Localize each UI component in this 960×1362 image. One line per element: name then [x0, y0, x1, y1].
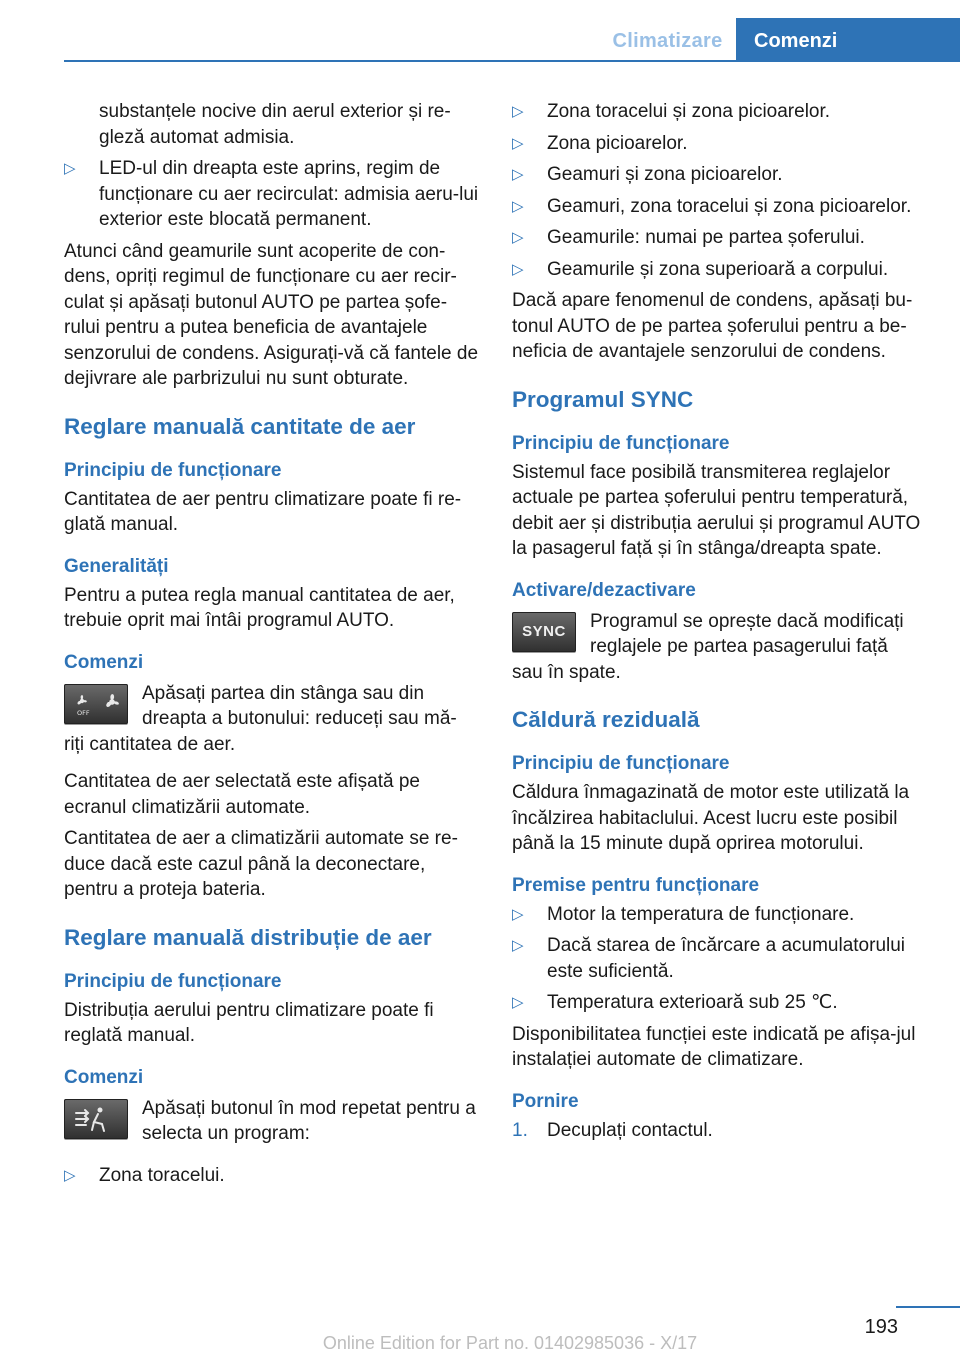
section-title-residual-heat: Căldură reziduală: [512, 707, 700, 732]
airflow-control-text: Apăsați butonul în mod repetat pentru a selecta un program:: [142, 1097, 476, 1144]
subheading-prerequisites: Premise pentru funcționare: [512, 874, 760, 896]
footer-edition: Online Edition for Part no. 01402985036 - X/17: [322, 1333, 698, 1353]
subheading-principle-distribution: Principiu de funcționare: [64, 970, 282, 992]
distribution-bullet-6: ▷ Geamurile: numai pe partea șoferului.: [512, 225, 930, 251]
heat-principle-text: Căldura înmagazinată de motor este utilizată la încălzirea habitaclului. Acest lucru este posibil până la 15 minute după oprirea motorului.: [512, 782, 910, 854]
air-distribution-principle-text: Distribuția aerului pentru climatizare poate fi reglată manual.: [64, 999, 434, 1046]
condens-paragraph: Dacă apare fenomenul de condens, apăsați bu-tonul AUTO de pe partea șoferului pentru a be-neficia de avantajele senzorului de condens.: [512, 290, 913, 362]
left-column: [64, 99, 480, 1194]
fan-control-text: Apăsați partea din stânga sau din dreapta a butonului: reduceți sau mă-: [142, 682, 457, 729]
subheading-principle-sync: Principiu de funcționare: [512, 432, 730, 454]
right-column: [512, 99, 930, 1149]
start-step-1: [512, 1118, 930, 1144]
section-title-air-quantity: Reglare manuală cantitate de aer: [64, 413, 416, 439]
intro-paragraph: Atunci când geamurile sunt acoperite de con-dens, opriți regimul de funcționare cu aer recir-culat și apăsați butonul AUTO pe partea șofe-rului pentru a putea beneficia de avantajele senzorului de condens. Asigurați-vă că fantele de dejivrare ale parbrizului nu sunt obturate.: [64, 240, 479, 389]
distribution-bullet-2: ▷ Zona toracelui și zona picioarelor.: [512, 99, 930, 125]
footer-rule: [896, 1306, 960, 1308]
header-tab-label: Comenzi: [736, 18, 960, 62]
air-quantity-principle-text: Cantitatea de aer pentru climatizare poate fi re-glată manual.: [64, 488, 462, 535]
distribution-bullet-4: ▷ Geamuri și zona picioarelor.: [512, 162, 930, 188]
availability-text: Disponibilitatea funcției este indicată pe afișa-jul instalației automate de climatizare.: [512, 1023, 916, 1070]
prereq-bullet-2: ▷ Dacă starea de încărcare a acumulatorului este suficientă.: [512, 933, 930, 984]
header-section-title: Climatizare: [612, 30, 723, 52]
fan-control-row: [64, 681, 480, 732]
svg-text:OFF: OFF: [77, 708, 90, 717]
sync-control-text: Programul se oprește dacă modificați reglajele pe partea pasagerului față: [590, 610, 904, 657]
prereq-bullet-3: ▷ Temperatura exterioară sub 25 ℃.: [512, 990, 930, 1016]
air-quantity-general-text: Pentru a putea regla manual cantitatea de aer, trebuie oprit mai întâi programul AUTO.: [64, 584, 455, 631]
sync-control-continuation: sau în spate.: [512, 661, 621, 683]
subheading-principle: Principiu de funcționare: [64, 459, 282, 481]
fan-off-button-icon: [64, 684, 128, 724]
distribution-bullet-7: ▷ Geamurile și zona superioară a corpului.: [512, 257, 930, 283]
subheading-general: Generalități: [64, 555, 169, 577]
subheading-principle-heat: Principiu de funcționare: [512, 753, 730, 774]
air-distribution-button-icon: [64, 1099, 128, 1139]
distribution-bullet-5: ▷ Geamuri, zona toracelui și zona picioarelor.: [512, 194, 930, 220]
page-number: 193: [864, 1316, 898, 1338]
intro-continuation: substanțele nocive din aerul exterior și re- gleză automat admisia.: [99, 101, 451, 148]
air-quantity-battery-text: Cantitatea de aer a climatizării automate se re-duce dacă este cazul până la deconectare, pentru a proteja bateria.: [64, 828, 458, 900]
distribution-bullet-3: ▷ Zona picioarelor.: [512, 131, 930, 157]
sync-principle-text: Sistemul face posibilă transmiterea reglajelor actuale pe partea șoferului pentru temperatură, debit aer și distribuția aerului și programul AUTO la pasagerul față și în stânga/dreapta spate.: [512, 461, 921, 559]
prereq-bullet-1: ▷ Motor la temperatura de funcționare.: [512, 902, 930, 928]
step-number: 1.: [512, 1119, 528, 1141]
distribution-bullet-1: ▷ Zona toracelui.: [64, 1163, 480, 1189]
air-quantity-display-text: Cantitatea de aer selectată este afișată pe ecranul climatizării automate.: [64, 771, 420, 818]
subheading-start: Pornire: [512, 1090, 579, 1112]
section-title-air-distribution: Reglare manuală distribuție de aer: [64, 924, 432, 950]
intro-bullet: ▷ LED-ul din dreapta este aprins, regim de funcționare cu aer recirculat: admisia aeru-lui exterior este blocată permanent.: [64, 156, 480, 233]
subheading-activate: Activare/dezactivare: [512, 579, 696, 601]
sync-button-icon: [512, 612, 576, 652]
airflow-control-row: [64, 1096, 480, 1147]
subheading-controls-distribution: Comenzi: [64, 1066, 144, 1088]
subheading-controls: Comenzi: [64, 651, 144, 673]
step-text: Decuplați contactul.: [547, 1119, 713, 1141]
sync-control-row: [512, 609, 930, 660]
fan-control-continuation: riți cantitatea de aer.: [64, 733, 236, 755]
sync-button-label: SYNC: [522, 622, 566, 640]
section-title-sync: Programul SYNC: [512, 386, 694, 412]
